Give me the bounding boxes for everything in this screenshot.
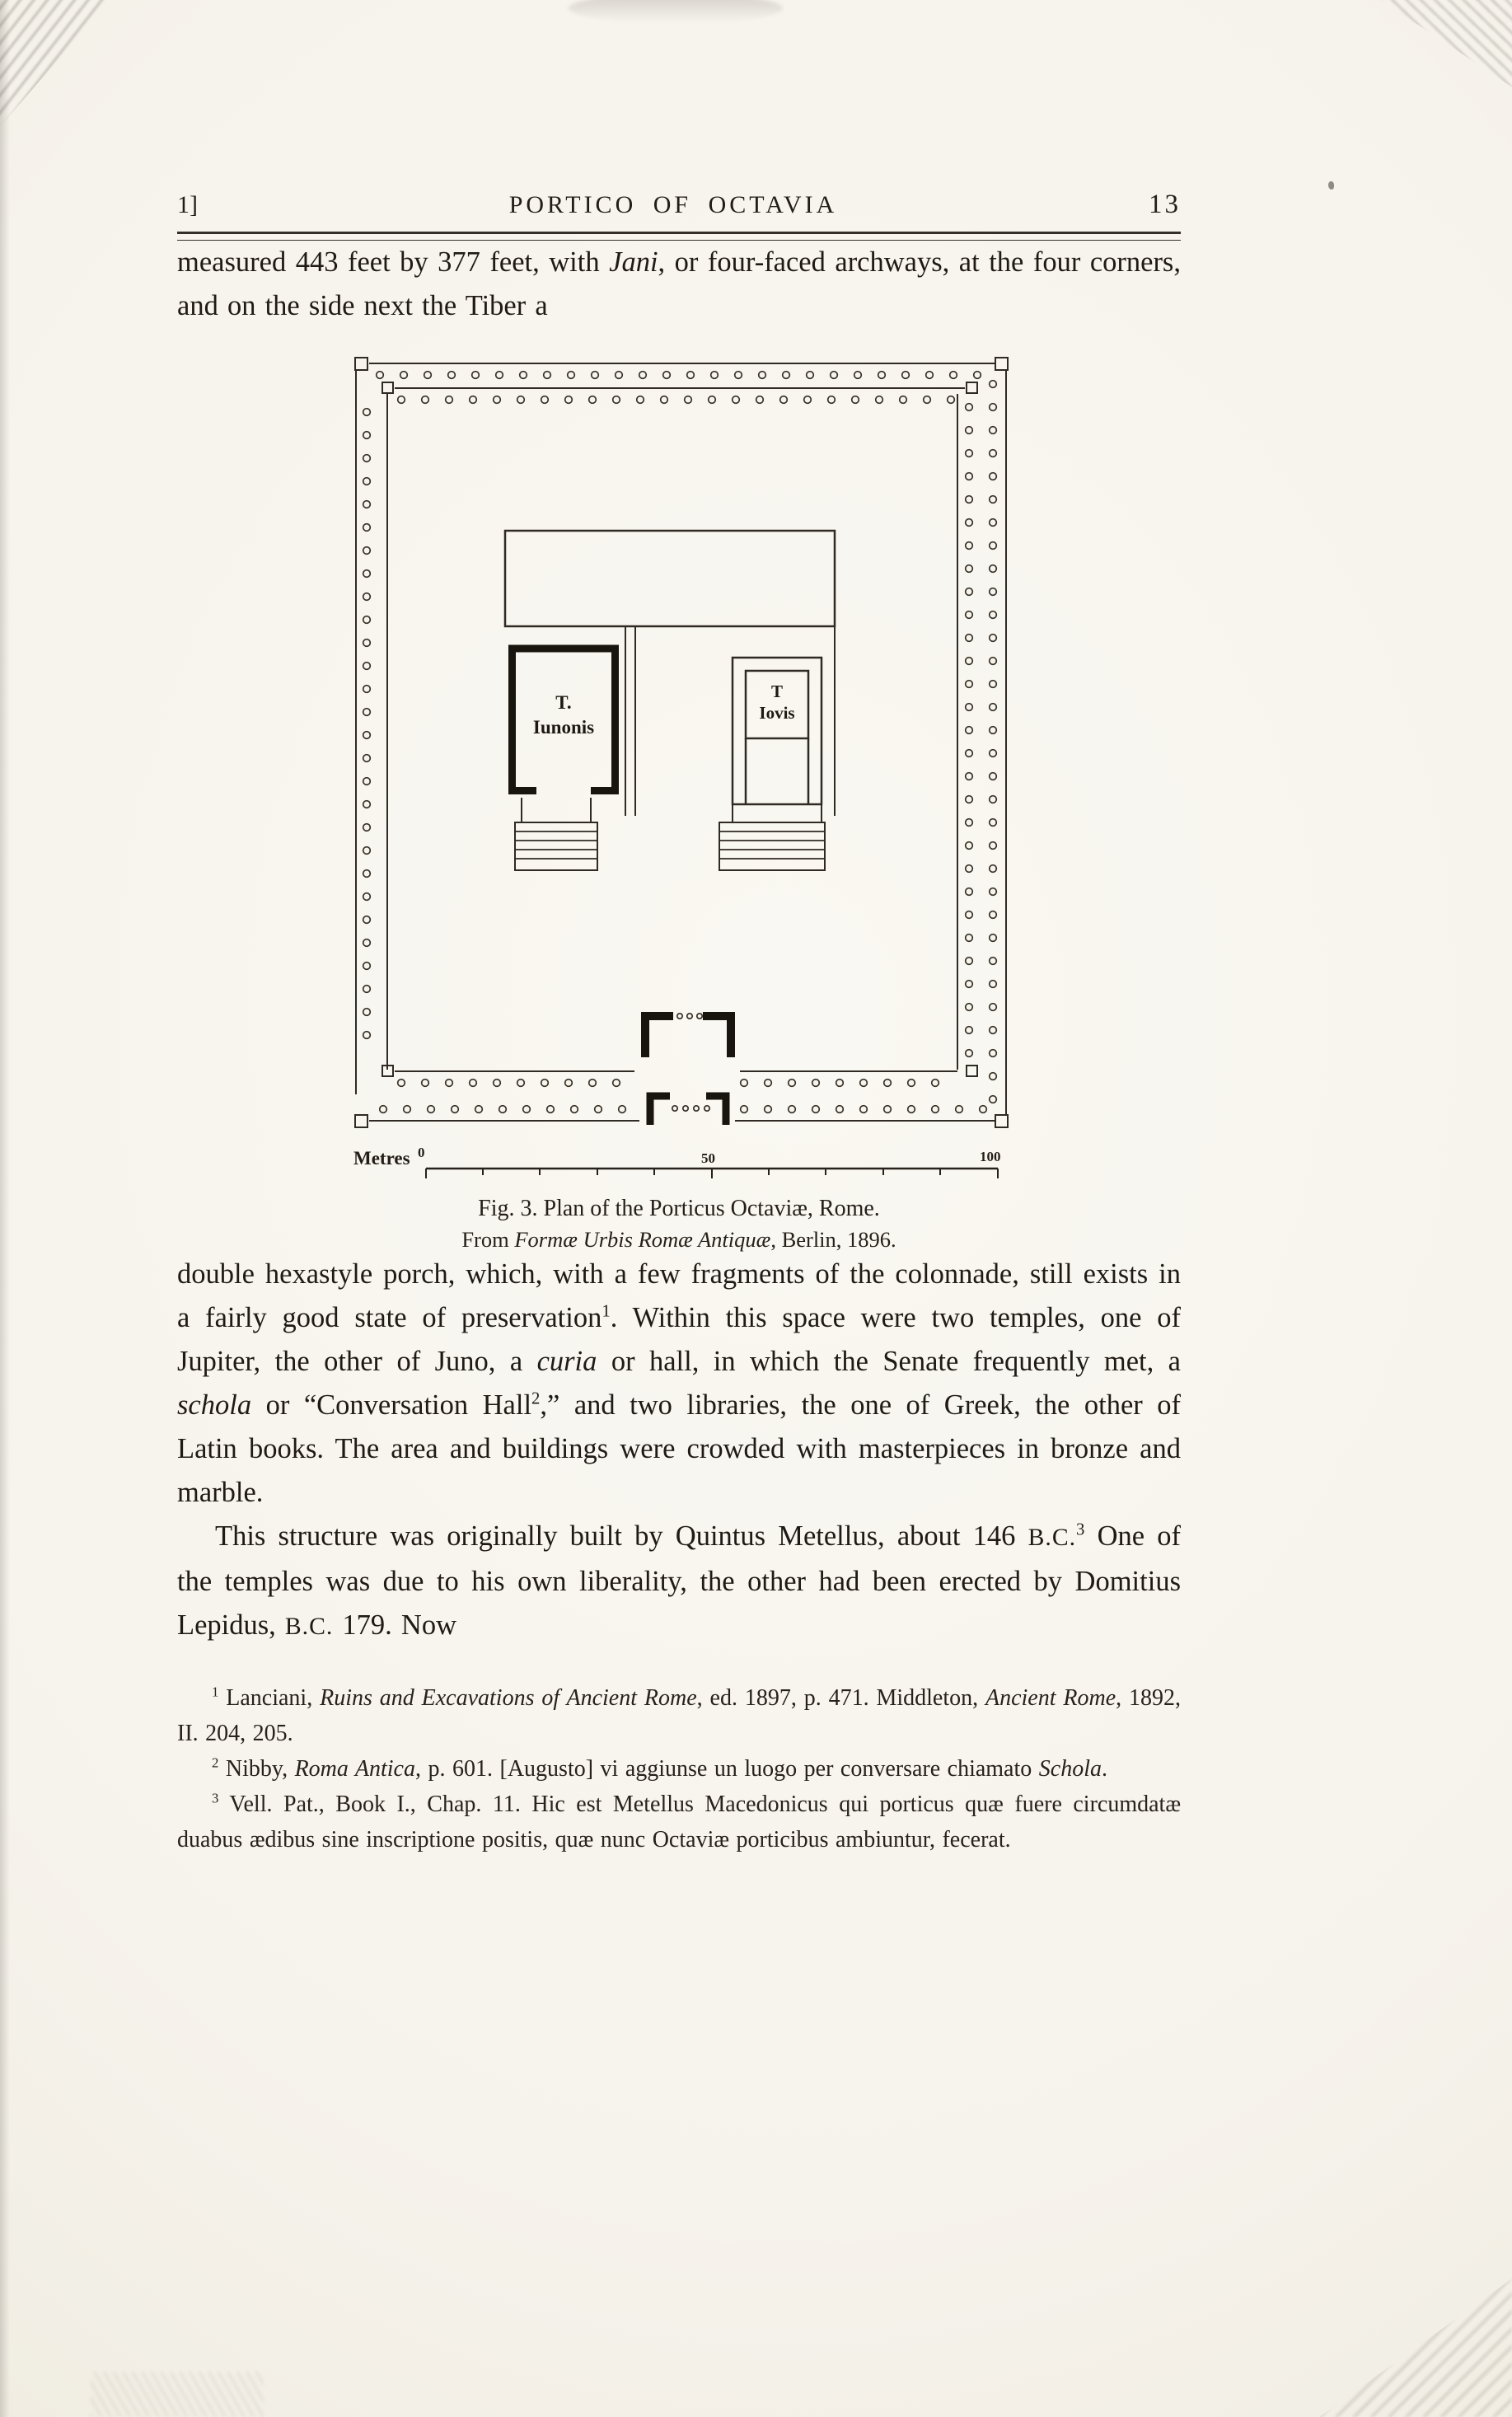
text-run: From — [461, 1227, 515, 1252]
text-run: . — [1101, 1756, 1107, 1782]
text-run-smallcaps: B.C. — [1028, 1525, 1077, 1551]
paragraph-intro — [177, 241, 1181, 328]
scale-hundred: 100 — [980, 1149, 1001, 1164]
page-header — [177, 190, 1181, 220]
text-run: measured 443 feet by 377 feet, with — [177, 246, 610, 278]
plan-drawing — [347, 356, 1014, 1184]
caption-line2 — [177, 1227, 1181, 1253]
scan-artifact-bottom-left — [91, 2372, 264, 2417]
running-title: PORTICO OF OCTAVIA — [508, 191, 838, 218]
text-run: Lanciani, — [218, 1685, 321, 1711]
footnote-ref-1: 1 — [602, 1302, 611, 1321]
figure-plan — [347, 356, 1014, 1184]
footnote-2 — [177, 1751, 1181, 1787]
text-run: or hall, in which the Senate frequently met, a — [597, 1346, 1181, 1377]
footnote-marker: 1 — [212, 1684, 219, 1700]
text-run: , or four-faced archways, at the four corners, and on the side next the Tiber a — [177, 246, 1181, 321]
footnote-1 — [177, 1680, 1181, 1751]
signature-mark: 1] — [177, 191, 198, 218]
footnotes — [177, 1680, 1181, 1857]
caption-line1: Fig. 3. Plan of the Porticus Octaviæ, Rome. — [478, 1196, 880, 1221]
header-rule — [177, 232, 1181, 241]
text-run: , ed. 1897, p. 471. Middleton, — [696, 1685, 985, 1711]
text-run: Vell. Pat., Book I., Chap. 11. Hic est Metellus Macedonicus qui porticus quæ fuere circumdatæ duabus ædibus sine inscriptione positis, quæ nunc Octaviæ porticibus ambiuntur, fecerat. — [177, 1792, 1181, 1853]
temple-juno-label-line2: Iunonis — [532, 717, 595, 738]
paragraph-history — [177, 1515, 1181, 1649]
scale-zero: 0 — [418, 1145, 425, 1160]
text-run: double hexastyle porch, which, with a few fragments of the colonnade, still exists in a fairly good state of preservation — [177, 1258, 1181, 1333]
scan-artifact-top-left — [0, 0, 173, 169]
temple-jove-label-line1: T — [770, 682, 784, 701]
footnote-ref-2: 2 — [531, 1389, 541, 1408]
body-text — [177, 241, 1181, 328]
scale-fifty: 50 — [701, 1150, 715, 1166]
text-run: This structure was originally built by Quintus Metellus, about 146 — [215, 1520, 1028, 1552]
text-run: , 1892, II. 204, 205. — [177, 1685, 1182, 1746]
plan-outline — [355, 358, 1008, 1127]
text-run: , Berlin, 1896. — [770, 1227, 896, 1252]
footnote-marker: 2 — [212, 1754, 219, 1771]
inner-buildings — [505, 531, 835, 870]
text-run-smallcaps: B.C. — [284, 1614, 334, 1640]
temple-labels — [533, 682, 795, 738]
paragraph-description — [177, 1253, 1181, 1515]
footnote-ref-3: 3 — [1076, 1520, 1085, 1539]
text-run-italic: schola — [177, 1389, 252, 1421]
temple-juno-label-line1: T. — [555, 692, 572, 713]
text-run: or “Conversation Hall — [251, 1389, 532, 1421]
text-run: Nibby, — [218, 1756, 295, 1782]
scan-speck — [1328, 181, 1334, 190]
text-run-italic: Ruins and Excavations of Ancient Rome — [320, 1685, 697, 1711]
colonnade-dots — [363, 372, 997, 1113]
scan-artifact-bottom-right — [1298, 2279, 1512, 2417]
text-run: , p. 601. [Augusto] vi aggiunse un luogo per conversare chiamato — [415, 1756, 1039, 1782]
text-run: . Within this space were two temples, one of Jupiter, the other of Juno, a — [177, 1302, 1181, 1377]
scan-artifact-top-middle — [569, 0, 783, 23]
text-run-italic: Roma Antica — [294, 1756, 415, 1782]
footnote-marker: 3 — [212, 1790, 219, 1806]
text-run-italic: Ancient Rome — [985, 1685, 1116, 1711]
figure-caption — [177, 1196, 1181, 1253]
scale-label: Metres — [353, 1148, 410, 1169]
text-block — [177, 190, 1181, 1857]
text-run: One of the temples was due to his own liberality, the other had been erected by Domitius Lepidus, — [177, 1520, 1181, 1641]
temple-jove-label-line2: Iovis — [759, 703, 795, 723]
text-run-italic: Jani — [609, 246, 658, 278]
page-number: 13 — [1149, 190, 1181, 219]
text-run: ,” and two libraries, the one of Greek, the other of Latin books. The area and buildings were crowded with masterpieces in bronze and marble. — [177, 1389, 1181, 1508]
text-run: 179. Now — [333, 1609, 457, 1641]
text-run-italic: curia — [536, 1346, 597, 1377]
text-run-italic: Schola — [1038, 1756, 1102, 1782]
body-text-main — [177, 1253, 1181, 1649]
scan-artifact-top-right — [1290, 0, 1512, 136]
footnote-3 — [177, 1787, 1181, 1857]
text-run-italic: Formæ Urbis Romæ Antiquæ — [514, 1227, 771, 1252]
scan-edge-shadow — [0, 0, 10, 2417]
scale-bar — [353, 1145, 1001, 1178]
